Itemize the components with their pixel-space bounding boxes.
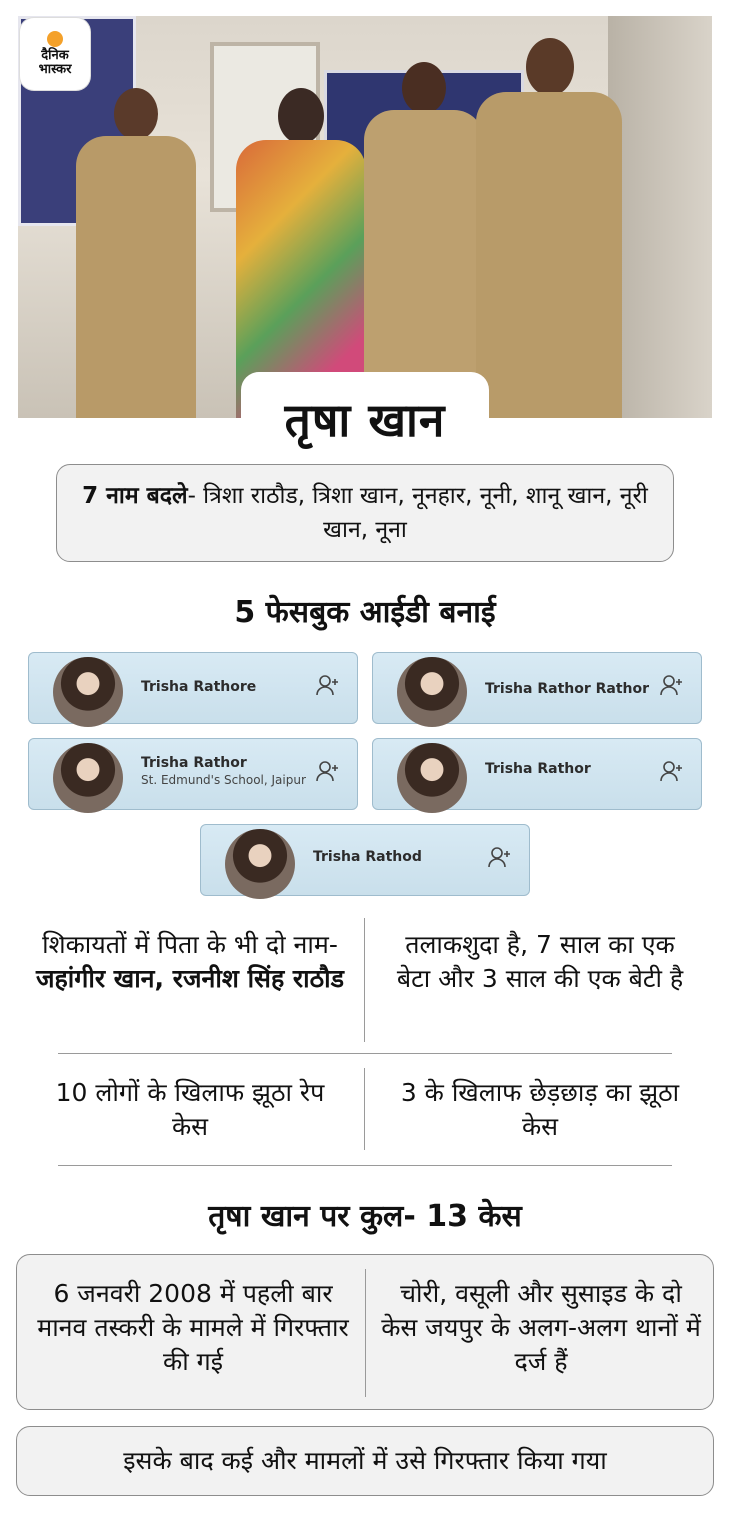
father-names: [30, 928, 350, 996]
divider: [58, 1053, 672, 1054]
facebook-heading: 5 फेसबुक आईडी बनाई: [234, 595, 496, 630]
profile-avatar: [53, 657, 123, 727]
footer-note: इसके बाद कई और मामलों में उसे गिरफ्तार किया गया: [16, 1426, 714, 1496]
add-friend-icon: [659, 759, 685, 785]
door: [608, 16, 712, 418]
profile-name: Trisha Rathod: [313, 849, 422, 865]
profile-school: St. Edmund's School, Jaipur: [141, 773, 306, 787]
add-friend-icon: [659, 673, 685, 699]
cases-box: [16, 1254, 714, 1410]
father-names-label: शिकायतों में पिता के भी दो नाम-: [42, 930, 338, 959]
aliases-box: [56, 464, 674, 562]
divider: [364, 918, 365, 1042]
sun-icon: [47, 31, 63, 47]
officer-middle: [364, 62, 484, 418]
harassment-case-info: 3 के खिलाफ छेड़छाड़ का झूठा केस: [400, 1078, 680, 1141]
officer-right: [476, 38, 622, 418]
officer-left: [76, 88, 196, 418]
profile-name: Trisha Rathor: [485, 761, 591, 777]
profile-avatar: [397, 657, 467, 727]
profile-avatar: [53, 743, 123, 813]
divider: [365, 1269, 366, 1397]
add-friend-icon: [315, 673, 341, 699]
first-arrest-info: 6 जनवरी 2008 में पहली बार मानव तस्करी के मामले में गिरफ्तार की गई: [37, 1279, 349, 1376]
divider: [364, 1068, 365, 1150]
divider: [58, 1165, 672, 1166]
profile-name: Trisha Rathor Rathor: [485, 681, 650, 697]
fb-profile-card: [28, 652, 358, 724]
add-friend-icon: [487, 845, 513, 871]
fb-profile-card: [28, 738, 358, 810]
father-names-values: जहांगीर खान, रजनीश सिंह राठौड: [35, 964, 345, 993]
fb-profile-card: [372, 652, 702, 724]
woman-center: [236, 88, 366, 418]
profile-name: Trisha Rathor: [141, 755, 247, 771]
profile-avatar: [397, 743, 467, 813]
aliases-count: 7 नाम बदले: [82, 483, 188, 509]
other-cases-info: चोरी, वसूली और सुसाइड के दो केस जयपुर के अलग-अलग थानों में दर्ज हैं: [381, 1279, 701, 1376]
aliases-list: - त्रिशा राठौड, त्रिशा खान, नूनहार, नूनी, शानू खान, नूरी खान, नूना: [187, 483, 648, 543]
divorce-info: तलाकशुदा है, 7 साल का एक बेटा और 3 साल की एक बेटी है: [396, 930, 684, 993]
profile-avatar: [225, 829, 295, 899]
logo-line2: भास्कर: [38, 62, 72, 77]
dainik-bhaskar-logo: [20, 18, 90, 90]
total-cases-heading: तृषा खान पर कुल- 13 केस: [208, 1199, 522, 1234]
profile-name: Trisha Rathore: [141, 679, 257, 695]
add-friend-icon: [315, 759, 341, 785]
rape-case-info: 10 लोगों के खिलाफ झूठा रेप केस: [55, 1078, 325, 1141]
fb-profile-card: [372, 738, 702, 810]
fb-profile-card: [200, 824, 530, 896]
name-title: तृषा खान: [241, 372, 489, 466]
group-photo: [18, 16, 712, 418]
logo-line1: दैनिक: [41, 48, 69, 63]
